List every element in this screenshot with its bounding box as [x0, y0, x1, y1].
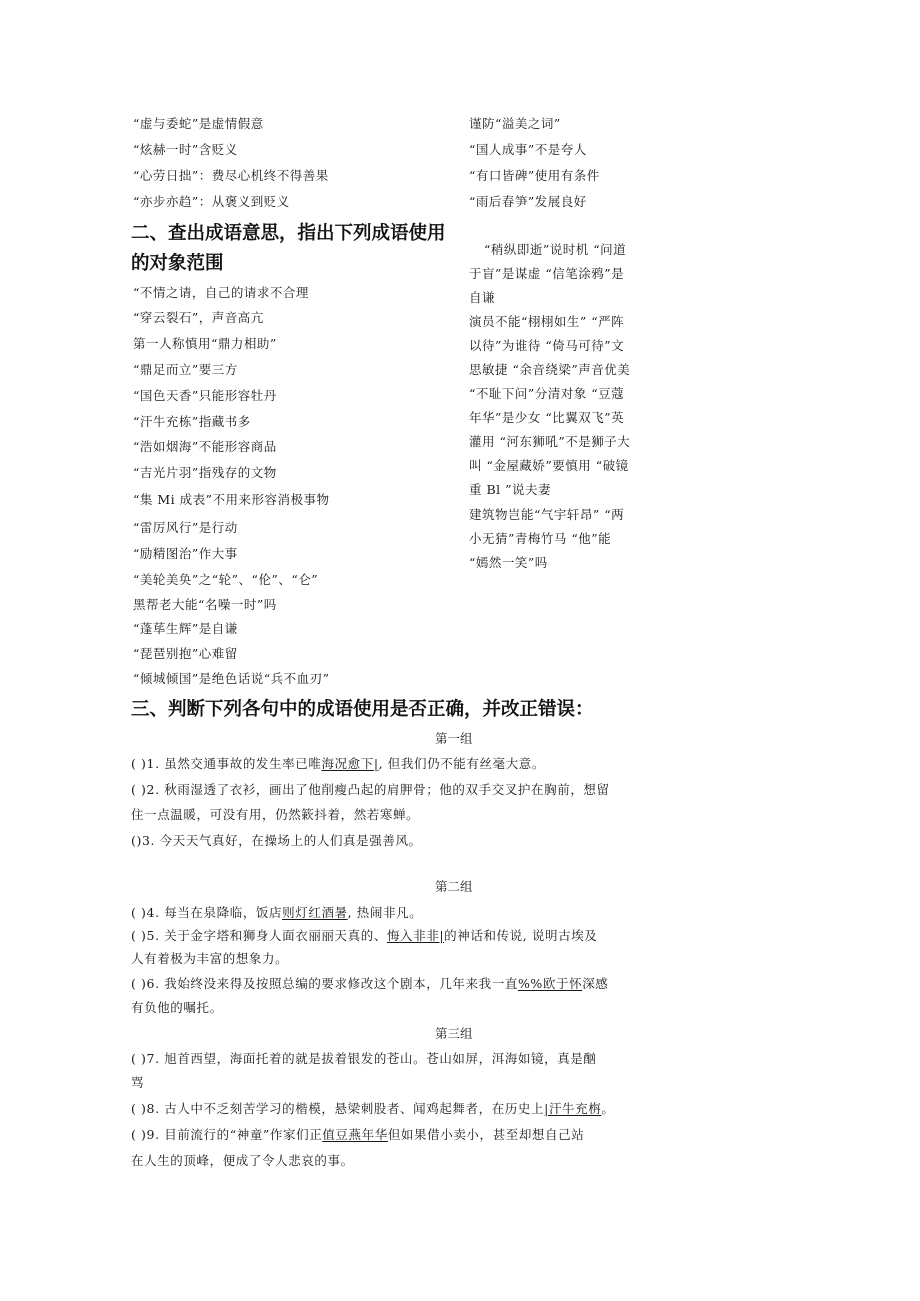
top-right-item: “国人成事”不是夸人: [469, 142, 587, 157]
section2-right-item: 自谦: [469, 290, 496, 305]
question-8-idiom: |汗牛充栴: [544, 1101, 602, 1116]
question-1: [131, 755, 545, 772]
top-right-item: 谨防“溢美之词”: [469, 116, 561, 131]
section2-left-item: “琵琶别抱”心难留: [133, 646, 238, 661]
section2-left-item: “国色天香”只能形容牡丹: [133, 388, 277, 403]
top-right-item: “雨后春笋”发展良好: [469, 194, 587, 209]
section2-right-item: “嫣然一笑”吗: [469, 555, 548, 570]
question-5-line1: [131, 927, 597, 944]
section2-left-item: “汗牛充栋”指藏书多: [133, 414, 251, 429]
section2-left-item: 第一人称慎用“鼎力相助”: [133, 336, 277, 351]
section2-right-item: 灌用 “河东狮吼”不是狮子大: [469, 434, 631, 449]
question-9-text-end: 但如果借小卖小，甚至却想自己站: [387, 1127, 585, 1142]
top-left-item: “炫赫一时”含贬义: [133, 142, 238, 157]
question-5-idiom: 悔入非非|: [386, 928, 445, 943]
question-8-text: ( )8. 古人中不乏刻苦学习的楷模，悬梁刺股者、闻鸡起舞者，在历史上: [131, 1101, 545, 1116]
group1-title: 第一组: [435, 731, 473, 746]
question-4: [131, 904, 422, 921]
question-8: [131, 1100, 614, 1117]
question-3: ()3. 今天天气真好，在操场上的人们真是强善风。: [131, 833, 422, 848]
section2-left-item: “蓬荜生辉”是自谦: [133, 621, 238, 636]
section2-left-item: “美轮美奂”之“轮”、“伦”、“仑”: [133, 572, 319, 587]
question-1-text: ( )1. 虽然交通事故的发生率已唯: [131, 756, 322, 771]
top-left-item: “虚与委蛇”是虚情假意: [133, 116, 264, 131]
top-left-item: “亦步亦趋”：从褒义到贬义: [133, 194, 290, 209]
question-9-idiom: 值豆燕年华: [322, 1127, 388, 1142]
question-1-text-end: , 但我们仍不能有丝毫大意。: [378, 756, 546, 771]
question-2-line2: 住一点温暖，可没有用，仍然簌抖着，然若寒蝉。: [131, 807, 420, 822]
section2-left-item: “倾城倾国”是绝色话说“兵不血刃”: [133, 671, 330, 686]
section2-heading-line1: 二、查出成语意思，指出下列成语使用: [131, 223, 446, 244]
group2-title: 第二组: [435, 879, 473, 894]
question-6-line2: 有负他的嘱托。: [131, 1000, 223, 1015]
section2-left-item: “雷厉风行”是行动: [133, 520, 238, 535]
section2-right-item: 以待”为谁待 “倚马可待”文: [469, 338, 625, 353]
section2-left-item: “不情之请，自己的请求不合理: [133, 285, 309, 300]
question-9-line1: [131, 1126, 584, 1143]
section2-right-item: “稍纵即逝”说时机 “问道: [484, 242, 627, 257]
section2-left-item: “励精图治”作大事: [133, 546, 238, 561]
question-7-line1: ( )7. 旭首西望，海面托着的就是拔着银发的苍山。苍山如屏，洱海如镜，真是酗: [131, 1051, 597, 1066]
question-5-text-end: 的神话和传说, 说明古埃及: [444, 928, 598, 943]
section2-heading-line2: 的对象范围: [131, 253, 224, 274]
section2-right-item: “不耻下问”分清对象 “豆蔻: [469, 386, 625, 401]
section2-right-item: 思敏捷 “余音绕梁”声音优美: [469, 362, 631, 377]
question-5-text: ( )5. 关于金字塔和狮身人面衣丽丽天真的、: [131, 928, 387, 943]
section2-left-item: “鼎足而立”要三方: [133, 362, 238, 377]
question-6-text: ( )6. 我始终没来得及按照总编的要求修改这个剧本，几年来我一直: [131, 976, 518, 991]
section2-right-item: 年华”是少女 “比翼双飞”英: [469, 410, 625, 425]
question-9-line2: 在人生的顶峰，便成了令人悲哀的事。: [131, 1153, 354, 1168]
section2-right-item: 于盲”是谋虚 “信笔涂鸦”是: [469, 266, 625, 281]
question-4-idiom: 则灯红酒暑: [282, 905, 348, 920]
question-4-text-end: , 热闹非凡。: [347, 905, 423, 920]
section2-left-item: “浩如烟海”不能形容商品: [133, 439, 277, 454]
question-5-line2: 人有着极为丰富的想象力。: [131, 951, 289, 966]
section2-right-item: 小无猜”青梅竹马 “他”能: [469, 531, 612, 546]
question-2-line1: ( )2. 秋雨湿透了衣衫，画出了他削瘦凸起的肩胛骨；他的双手交叉护在胸前，想留: [131, 782, 610, 797]
question-6-line1: [131, 975, 608, 992]
section2-left-item: “吉光片羽”指残存的文物: [133, 465, 277, 480]
question-6-idiom: %%欧于怀: [517, 976, 583, 991]
question-1-idiom: 海况愈下|: [321, 756, 379, 771]
question-9-text: ( )9. 目前流行的“神童”作家们正: [131, 1127, 323, 1142]
section2-right-item: 建筑物岂能“气宇轩昂” “两: [469, 507, 625, 522]
question-8-text-end: 。: [601, 1101, 615, 1116]
top-right-item: “有口皆碑”使用有条件: [469, 168, 600, 183]
section2-right-item: 重 Bl ”说夫妻: [469, 482, 552, 497]
section2-left-item: “集 Mi 成表”不用来形容消极事物: [133, 492, 330, 507]
question-4-text: ( )4. 每当在泉降临，饭店: [131, 905, 283, 920]
section2-left-item: 黑帮老大能“名噪一时”吗: [133, 597, 277, 612]
section2-right-item: 叫 “金屋藏娇”要慎用 “破镜: [469, 458, 629, 473]
group3-title: 第三组: [435, 1026, 473, 1041]
section2-left-item: “穿云裂石”，声音高亢: [133, 310, 264, 325]
section3-heading: 三、判断下列各句中的成语使用是否正确，并改正错误：: [131, 699, 594, 720]
section2-right-item: 演员不能“栩栩如生” “严阵: [469, 314, 625, 329]
question-6-text-end: 深感: [582, 976, 609, 991]
question-7-line2: 骂: [131, 1075, 145, 1090]
top-left-item: “心劳日拙”：费尽心机终不得善果: [133, 168, 329, 183]
